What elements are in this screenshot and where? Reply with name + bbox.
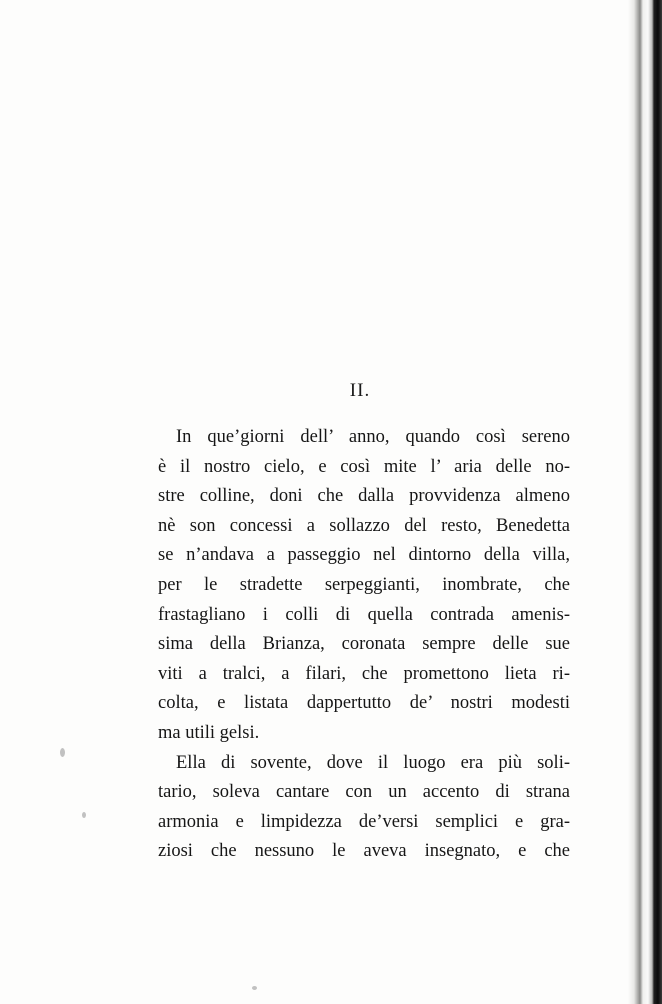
text-line: sima della Brianza, coronata sempre delle sue	[158, 634, 570, 655]
text-line: tario, soleva cantare con un accento di strana	[158, 782, 570, 803]
text-line: è il nostro cielo, e così mite l’ aria delle no-	[158, 456, 570, 477]
paragraph-2	[158, 749, 570, 867]
body-text	[158, 423, 570, 867]
text-line: colta, e listata dappertutto de’ nostri modesti	[158, 693, 570, 714]
paper-speck	[252, 986, 257, 990]
text-line: nè son concessi a sollazzo del resto, Benedetta	[158, 515, 570, 536]
text-line: per le stradette serpeggianti, inombrate, che	[158, 574, 570, 595]
text-line: stre colline, doni che dalla provvidenza almeno	[158, 486, 570, 507]
paragraph-1	[158, 423, 570, 749]
text-line: viti a tralci, a filari, che promettono lieta ri-	[158, 663, 570, 684]
chapter-heading: II.	[349, 380, 371, 401]
text-line: ma utili gelsi.	[158, 722, 260, 743]
paper-speck	[60, 748, 65, 757]
text-line: armonia e limpidezza de’versi semplici e gra-	[158, 811, 570, 832]
text-line: In que’giorni dell’ anno, quando così sereno	[176, 427, 570, 447]
text-line: se n’andava a passeggio nel dintorno della villa,	[158, 545, 570, 566]
text-line: Ella di sovente, dove il luogo era più soli-	[176, 752, 570, 773]
text-line: frastagliano i colli di quella contrada amenis-	[158, 604, 570, 625]
binding-edge	[628, 0, 662, 1004]
text-line: ziosi che nessuno le aveva insegnato, e che	[158, 841, 570, 862]
paper-speck	[82, 812, 86, 818]
